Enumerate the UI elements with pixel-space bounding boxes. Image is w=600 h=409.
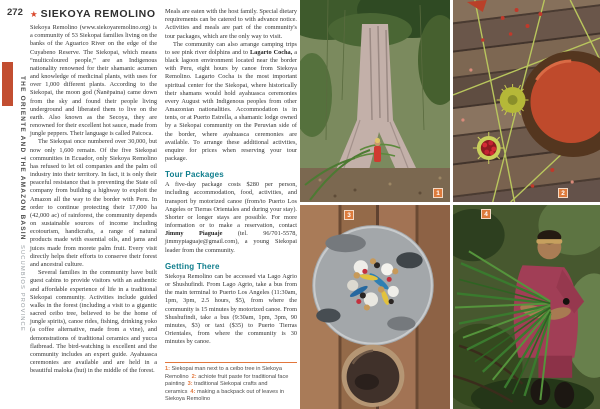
spine-province-label: SUCUMBÍOS PROVINCE (18, 245, 25, 332)
caption-number: 3: (187, 381, 193, 388)
caption-number: 1: (165, 366, 170, 373)
spine-text (13, 76, 30, 376)
photo-grid (300, 0, 600, 409)
caption-number: 2: (191, 373, 197, 380)
photo-badge-3: 3 (344, 210, 354, 220)
column-left (30, 8, 157, 404)
photo-crafts-ceramics (300, 205, 450, 409)
star-icon: ★ (30, 10, 38, 20)
page-number: 272 (7, 7, 23, 18)
chapter-color-tab (2, 62, 13, 106)
photo-badge-1: 1 (433, 188, 443, 198)
section-heading-getting-there: Getting There (165, 261, 220, 271)
body-paragraph: Siekoya Remolino (www.siekoyaremolino.org) is a community of 53 Siekopai families living on the banks of the Aguarico River on the edge of the Cuyabeno Reserve. The Siekopai, which means “multicoloured people,” are an Indigenous nationality renowned for their shamanic acumen and knowledge of medicinal plants, with uses for over 1,000 different plants. According to the Siekopai, the moon god (Ñanëpaina) came down from the sky and found their people living underground and liberated them to live on the earth. Also known as the Secoya, they are renowned for their excellent hot sauce, made from jungle peppers. Their language is called Paicoca. (30, 24, 157, 138)
body-paragraph: Meals are eaten with the host family. Special dietary requirements can be catered to with advance notice. Activities and meals are part of the community's tour packages, which are the only way to visit. (165, 8, 297, 40)
photo-captions (165, 358, 297, 404)
spine-chapter-title: THE ORIENTE AND THE AMAZON BASIN (18, 76, 26, 241)
body-paragraph: A five-day package costs $280 per person, including accommodation, food, activities, and transport by motorized canoe (from/to Puerto Los Angeles or Tierras Orientales and during your stay). Shorter or longer stays are possible. For more information or to make a reservation, contact Jimmy Piaguaje (tel. 96/701-5578, jimmypiaguaje@gmail.com), a young Siekopai leader from the community. (165, 181, 297, 254)
body-paragraph: The Siekopai once numbered over 30,000, but now only 1,600 remain. Of the five Siekopai communities in Ecuador, only Siekoya Remolino has refused to let oil companies and the palm oil industry into their territory. In fact, it is only their peaceful resistance that is preventing the State oil company from building a highway to exploit the Amazon all the way to the border with Peru. In order to continue protecting their 17,000 ha (42,000 ac) of rainforest, the community depends on sustainable sources of income including ecotourism, handicrafts, a range of natural products made with essential oils, and jams and juices made from morete palm fruit. Every visit directly helps their efforts to conserve their forest and ancestral culture. (30, 138, 157, 268)
body-paragraph: The community can also arrange camping trips to see pink river dolphins and to Lagarto Cocha, a black lagoon environment located near the border with Peru, eight hours by canoe from Siekoya Remolino. Lagarto Cocha is the most important spiritual center for the Siekopai, where historically their shamans would hold ayahuasca ceremonies every August with Indigenous peoples from other Amazonian nationalities. Accommodation is in tents, or at Puerto Estrella, a shamanic lodge owned by a Siekopai community on the Peruvian side of the border, where ayahuasca ceremonies are available. To arrange these additional activities, enquire for prices when reserving your tour package. (165, 40, 297, 163)
article-title (30, 8, 157, 20)
caption-text: Siekopai man next to a ceibo tree in Siekoya Remolino (165, 366, 282, 380)
ceibo-tree-illustration (300, 0, 450, 202)
achiote-illustration (453, 0, 600, 202)
body-paragraph: Several families in the community have built guest cabins to provide visitors with an authentic and affordable experience of life in a traditional Siekopai community. Activities include guided walks in the forest (including a visit to a gigantic sacred ceibo tree, believed to be the home of jungle spirits), canoe rides, fishing, drinking yoko (a coffee alternative, made from a vine), and demonstrations of traditional ceramics and yucca flatbread. The bird-watching is excellent and the community includes an expert guide. Ayahuasca ceremonies are available and are held in a beautiful maloka (hut) in the middle of the forest. (30, 269, 157, 375)
photo-weaving-leaves (453, 205, 600, 409)
column-right (165, 8, 297, 404)
photo-achiote-paste (453, 0, 600, 202)
section-heading-tour-packages: Tour Packages (165, 170, 224, 180)
crafts-illustration (300, 205, 450, 409)
caption-text: traditional Siekopai crafts and ceramics (165, 381, 268, 395)
page-title: SIEKOYA REMOLINO (40, 8, 156, 20)
photo-badge-2: 2 (558, 188, 568, 198)
caption-text: making a backpack out of leaves in Siekoya Remolino (165, 388, 285, 403)
article-body (30, 8, 297, 404)
photo-badge-4: 4 (481, 209, 491, 219)
weaving-illustration (453, 205, 600, 409)
caption-number: 4: (190, 388, 196, 395)
caption-text: achiote fruit paste for traditional face painting (165, 373, 289, 388)
photo-ceibo-tree (300, 0, 450, 202)
caption-divider (165, 362, 297, 363)
body-paragraph: Siekoya Remolino can be accessed via Lago Agrio or Shushufindi. From Lago Agrio, take a bus from the main terminal to Puerto Los Angeles (11:30am, 1pm, 3pm, 2.5 hours, $5), from where the community is 15 minutes by motorized canoe. From Shushufindi, take a bus (9:30am, 1pm, 3pm, 90 minutes, $3) or taxi ($35) to Puerto Tierras Orientales, from where the community is 30 minutes by canoe. (165, 272, 297, 346)
